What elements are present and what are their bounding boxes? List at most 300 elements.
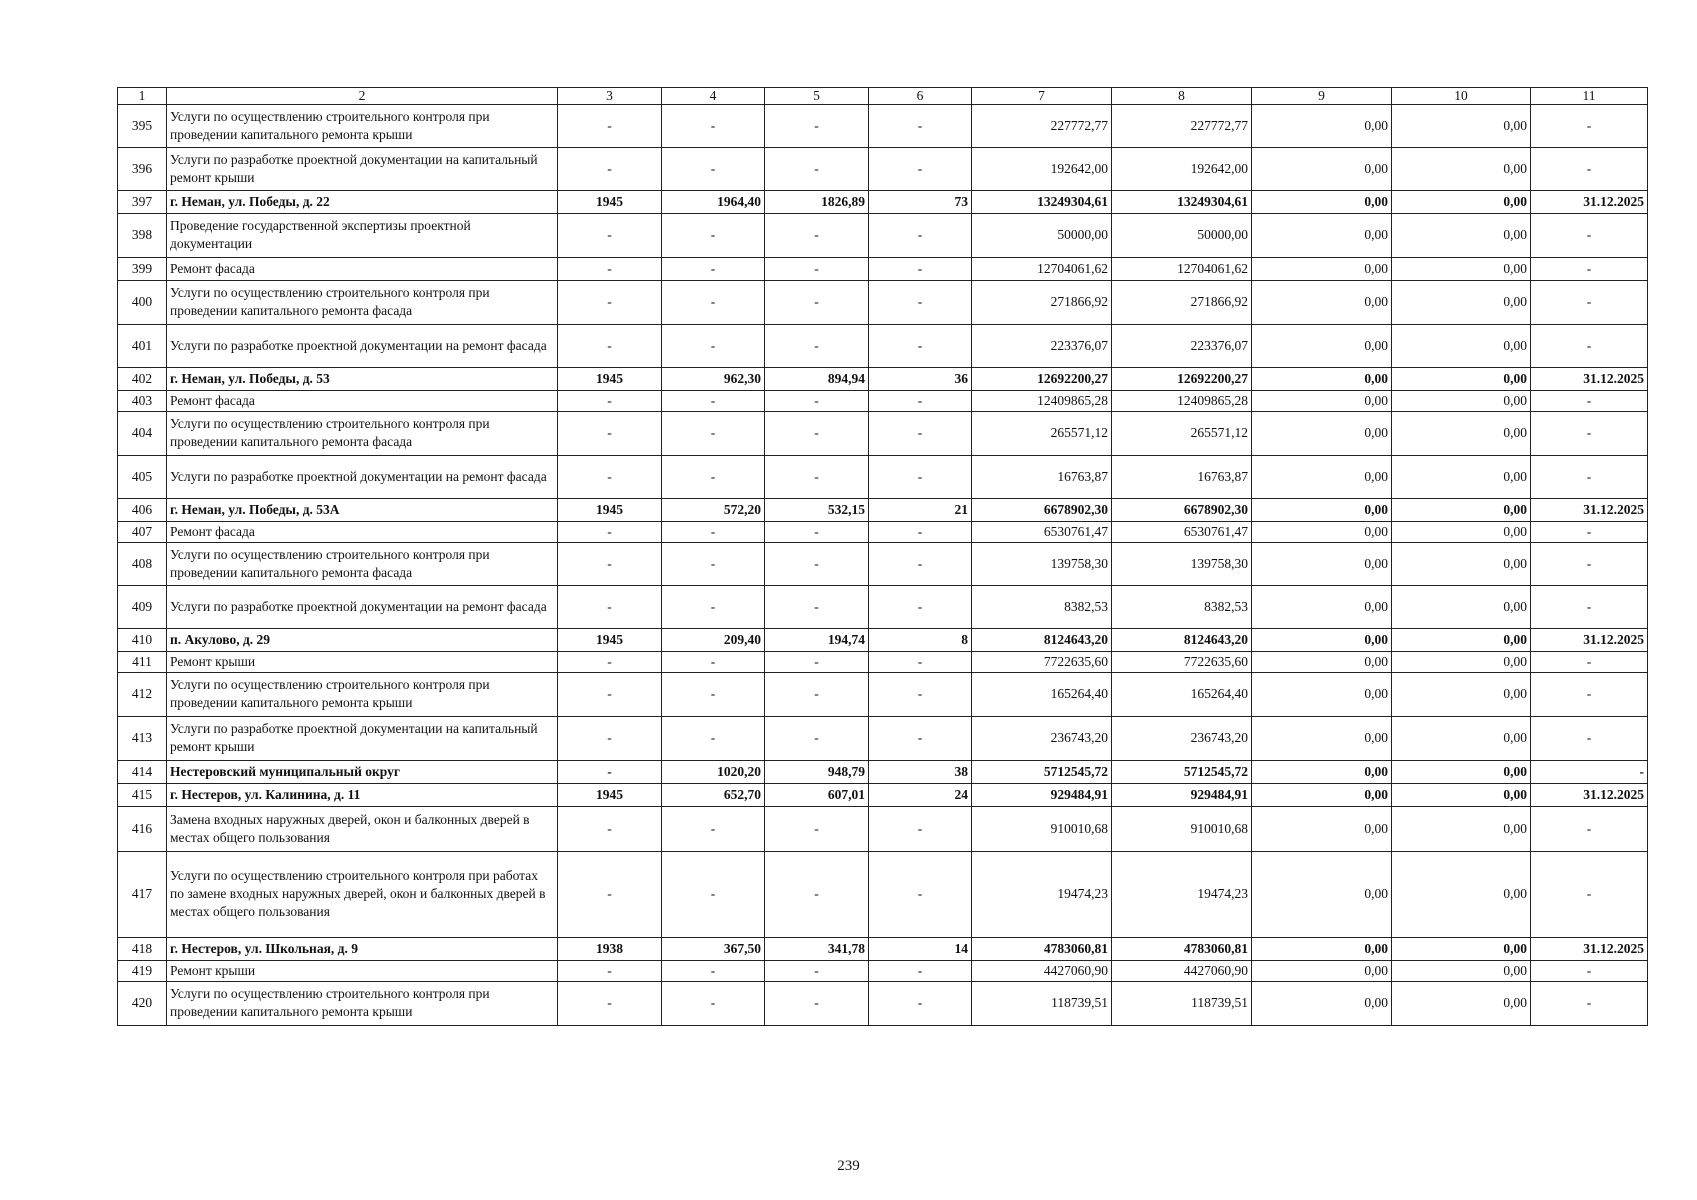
cell-area-total: - xyxy=(662,147,765,190)
cell-cost-budget: 0,00 xyxy=(1252,783,1392,806)
cell-cost-total: 165264,40 xyxy=(972,672,1112,716)
cell-residents: 73 xyxy=(869,190,972,213)
cell-residents: - xyxy=(869,455,972,498)
cell-cost-fund: 8382,53 xyxy=(1112,585,1252,628)
cell-row-number: 412 xyxy=(118,672,167,716)
header-cell-1: 1 xyxy=(118,88,167,105)
table-row-work xyxy=(118,981,1648,1025)
cell-area-living: - xyxy=(765,521,869,542)
cell-row-number: 395 xyxy=(118,104,167,147)
header-cell-6: 6 xyxy=(869,88,972,105)
cell-cost-other: 0,00 xyxy=(1392,280,1531,324)
cell-area-living: 532,15 xyxy=(765,498,869,521)
cell-cost-other: 0,00 xyxy=(1392,672,1531,716)
cell-area-total: - xyxy=(662,280,765,324)
cell-cost-total: 223376,07 xyxy=(972,324,1112,367)
cell-year: - xyxy=(558,585,662,628)
table-row-work xyxy=(118,213,1648,257)
cell-cost-budget: 0,00 xyxy=(1252,104,1392,147)
cell-cost-other: 0,00 xyxy=(1392,147,1531,190)
cell-row-number: 399 xyxy=(118,257,167,280)
cell-cost-total: 192642,00 xyxy=(972,147,1112,190)
table-row-object xyxy=(118,367,1648,390)
cell-name: Услуги по осуществлению строительного контроля при проведении капитального ремонта крыши xyxy=(167,981,558,1025)
page-number: 239 xyxy=(837,1158,860,1174)
cell-cost-budget: 0,00 xyxy=(1252,411,1392,455)
cell-cost-fund: 12704061,62 xyxy=(1112,257,1252,280)
cell-cost-budget: 0,00 xyxy=(1252,455,1392,498)
cell-area-living: - xyxy=(765,542,869,585)
table-row-object xyxy=(118,628,1648,651)
cell-name: Услуги по разработке проектной документации на ремонт фасада xyxy=(167,455,558,498)
cell-cost-total: 19474,23 xyxy=(972,851,1112,937)
cell-completion-date: - xyxy=(1531,147,1648,190)
cell-row-number: 404 xyxy=(118,411,167,455)
cell-area-total: 209,40 xyxy=(662,628,765,651)
cell-name: Ремонт фасада xyxy=(167,521,558,542)
cell-name: Услуги по разработке проектной документации на капитальный ремонт крыши xyxy=(167,716,558,760)
cell-area-total: - xyxy=(662,104,765,147)
cell-name: г. Неман, ул. Победы, д. 22 xyxy=(167,190,558,213)
cell-residents: - xyxy=(869,324,972,367)
cell-row-number: 410 xyxy=(118,628,167,651)
cell-completion-date: - xyxy=(1531,455,1648,498)
cell-area-living: 341,78 xyxy=(765,937,869,960)
cell-completion-date: - xyxy=(1531,651,1648,672)
cell-area-living: - xyxy=(765,455,869,498)
cell-year: - xyxy=(558,280,662,324)
cell-completion-date: - xyxy=(1531,672,1648,716)
cell-cost-budget: 0,00 xyxy=(1252,147,1392,190)
cell-cost-other: 0,00 xyxy=(1392,213,1531,257)
cell-row-number: 407 xyxy=(118,521,167,542)
cell-completion-date: 31.12.2025 xyxy=(1531,498,1648,521)
cell-completion-date: - xyxy=(1531,760,1648,783)
cell-row-number: 408 xyxy=(118,542,167,585)
cell-area-living: - xyxy=(765,585,869,628)
cell-area-living: - xyxy=(765,806,869,851)
cell-row-number: 409 xyxy=(118,585,167,628)
cell-cost-total: 4783060,81 xyxy=(972,937,1112,960)
cell-row-number: 417 xyxy=(118,851,167,937)
cell-row-number: 396 xyxy=(118,147,167,190)
cell-cost-total: 929484,91 xyxy=(972,783,1112,806)
cell-area-total: - xyxy=(662,806,765,851)
cell-residents: - xyxy=(869,960,972,981)
cell-year: 1945 xyxy=(558,498,662,521)
cell-area-living: - xyxy=(765,257,869,280)
repair-program-table xyxy=(117,87,1648,1026)
cell-cost-total: 12704061,62 xyxy=(972,257,1112,280)
cell-cost-fund: 6678902,30 xyxy=(1112,498,1252,521)
cell-area-living: - xyxy=(765,104,869,147)
cell-cost-total: 6530761,47 xyxy=(972,521,1112,542)
cell-cost-other: 0,00 xyxy=(1392,783,1531,806)
cell-name: Услуги по осуществлению строительного контроля при работах по замене входных наружных дверей, окон и балконных дверей в местах общего пользования xyxy=(167,851,558,937)
header-cell-11: 11 xyxy=(1531,88,1648,105)
cell-completion-date: 31.12.2025 xyxy=(1531,937,1648,960)
cell-year: - xyxy=(558,147,662,190)
cell-residents: - xyxy=(869,147,972,190)
header-cell-7: 7 xyxy=(972,88,1112,105)
cell-area-total: 367,50 xyxy=(662,937,765,960)
cell-row-number: 419 xyxy=(118,960,167,981)
cell-cost-other: 0,00 xyxy=(1392,628,1531,651)
cell-year: 1938 xyxy=(558,937,662,960)
cell-completion-date: - xyxy=(1531,981,1648,1025)
cell-cost-budget: 0,00 xyxy=(1252,760,1392,783)
cell-row-number: 416 xyxy=(118,806,167,851)
cell-cost-other: 0,00 xyxy=(1392,716,1531,760)
cell-area-living: - xyxy=(765,411,869,455)
cell-cost-total: 12409865,28 xyxy=(972,390,1112,411)
cell-cost-other: 0,00 xyxy=(1392,960,1531,981)
cell-cost-fund: 227772,77 xyxy=(1112,104,1252,147)
cell-completion-date: - xyxy=(1531,257,1648,280)
cell-row-number: 403 xyxy=(118,390,167,411)
cell-area-living: - xyxy=(765,147,869,190)
cell-cost-budget: 0,00 xyxy=(1252,981,1392,1025)
cell-year: 1945 xyxy=(558,190,662,213)
cell-name: Замена входных наружных дверей, окон и балконных дверей в местах общего пользования xyxy=(167,806,558,851)
table-row-work xyxy=(118,716,1648,760)
cell-cost-fund: 910010,68 xyxy=(1112,806,1252,851)
cell-name: г. Нестеров, ул. Школьная, д. 9 xyxy=(167,937,558,960)
cell-cost-other: 0,00 xyxy=(1392,390,1531,411)
table-row-work xyxy=(118,542,1648,585)
table-row-work xyxy=(118,147,1648,190)
cell-year: - xyxy=(558,716,662,760)
cell-cost-budget: 0,00 xyxy=(1252,367,1392,390)
cell-cost-other: 0,00 xyxy=(1392,651,1531,672)
cell-year: 1945 xyxy=(558,628,662,651)
cell-residents: - xyxy=(869,651,972,672)
cell-name: г. Нестеров, ул. Калинина, д. 11 xyxy=(167,783,558,806)
cell-cost-fund: 12409865,28 xyxy=(1112,390,1252,411)
cell-year: - xyxy=(558,760,662,783)
cell-area-total: - xyxy=(662,521,765,542)
cell-completion-date: - xyxy=(1531,542,1648,585)
cell-cost-budget: 0,00 xyxy=(1252,806,1392,851)
cell-row-number: 411 xyxy=(118,651,167,672)
cell-cost-fund: 4427060,90 xyxy=(1112,960,1252,981)
cell-row-number: 400 xyxy=(118,280,167,324)
cell-year: - xyxy=(558,390,662,411)
cell-area-total: - xyxy=(662,411,765,455)
cell-completion-date: - xyxy=(1531,411,1648,455)
cell-area-living: - xyxy=(765,280,869,324)
cell-name: Услуги по разработке проектной документации на капитальный ремонт крыши xyxy=(167,147,558,190)
cell-area-living: - xyxy=(765,716,869,760)
cell-completion-date: - xyxy=(1531,280,1648,324)
cell-area-total: - xyxy=(662,716,765,760)
cell-residents: - xyxy=(869,411,972,455)
cell-cost-fund: 265571,12 xyxy=(1112,411,1252,455)
cell-year: - xyxy=(558,651,662,672)
cell-residents: 38 xyxy=(869,760,972,783)
cell-area-living: - xyxy=(765,851,869,937)
cell-area-living: 948,79 xyxy=(765,760,869,783)
cell-cost-total: 8382,53 xyxy=(972,585,1112,628)
cell-area-total: 1964,40 xyxy=(662,190,765,213)
cell-residents: - xyxy=(869,716,972,760)
cell-cost-fund: 13249304,61 xyxy=(1112,190,1252,213)
cell-cost-budget: 0,00 xyxy=(1252,498,1392,521)
cell-name: п. Акулово, д. 29 xyxy=(167,628,558,651)
cell-row-number: 414 xyxy=(118,760,167,783)
header-cell-10: 10 xyxy=(1392,88,1531,105)
cell-cost-total: 8124643,20 xyxy=(972,628,1112,651)
cell-area-living: - xyxy=(765,390,869,411)
cell-cost-total: 265571,12 xyxy=(972,411,1112,455)
cell-completion-date: - xyxy=(1531,521,1648,542)
cell-residents: - xyxy=(869,851,972,937)
table-row-work xyxy=(118,672,1648,716)
cell-residents: - xyxy=(869,585,972,628)
cell-year: - xyxy=(558,257,662,280)
cell-area-living: - xyxy=(765,981,869,1025)
cell-cost-budget: 0,00 xyxy=(1252,190,1392,213)
cell-row-number: 405 xyxy=(118,455,167,498)
cell-cost-fund: 929484,91 xyxy=(1112,783,1252,806)
cell-residents: - xyxy=(869,672,972,716)
cell-area-living: 194,74 xyxy=(765,628,869,651)
header-cell-9: 9 xyxy=(1252,88,1392,105)
cell-residents: 36 xyxy=(869,367,972,390)
cell-completion-date: 31.12.2025 xyxy=(1531,190,1648,213)
cell-cost-fund: 19474,23 xyxy=(1112,851,1252,937)
cell-area-total: - xyxy=(662,390,765,411)
cell-completion-date: 31.12.2025 xyxy=(1531,628,1648,651)
cell-cost-other: 0,00 xyxy=(1392,455,1531,498)
cell-cost-other: 0,00 xyxy=(1392,190,1531,213)
cell-year: - xyxy=(558,521,662,542)
cell-cost-other: 0,00 xyxy=(1392,851,1531,937)
cell-row-number: 420 xyxy=(118,981,167,1025)
cell-residents: 14 xyxy=(869,937,972,960)
table-row-work xyxy=(118,851,1648,937)
cell-area-living: - xyxy=(765,651,869,672)
cell-cost-budget: 0,00 xyxy=(1252,851,1392,937)
cell-area-total: - xyxy=(662,257,765,280)
table-row-work xyxy=(118,521,1648,542)
cell-row-number: 406 xyxy=(118,498,167,521)
cell-name: Ремонт крыши xyxy=(167,960,558,981)
cell-cost-fund: 50000,00 xyxy=(1112,213,1252,257)
cell-cost-other: 0,00 xyxy=(1392,324,1531,367)
cell-cost-total: 12692200,27 xyxy=(972,367,1112,390)
header-cell-8: 8 xyxy=(1112,88,1252,105)
header-cell-4: 4 xyxy=(662,88,765,105)
cell-area-total: 1020,20 xyxy=(662,760,765,783)
cell-cost-other: 0,00 xyxy=(1392,981,1531,1025)
cell-cost-other: 0,00 xyxy=(1392,585,1531,628)
cell-year: 1945 xyxy=(558,783,662,806)
cell-name: Услуги по осуществлению строительного контроля при проведении капитального ремонта фасада xyxy=(167,542,558,585)
cell-residents: - xyxy=(869,806,972,851)
cell-completion-date: - xyxy=(1531,213,1648,257)
cell-cost-total: 236743,20 xyxy=(972,716,1112,760)
cell-name: Ремонт крыши xyxy=(167,651,558,672)
cell-cost-total: 6678902,30 xyxy=(972,498,1112,521)
cell-cost-fund: 4783060,81 xyxy=(1112,937,1252,960)
cell-area-total: - xyxy=(662,455,765,498)
cell-cost-other: 0,00 xyxy=(1392,806,1531,851)
cell-residents: - xyxy=(869,257,972,280)
cell-year: - xyxy=(558,981,662,1025)
cell-completion-date: - xyxy=(1531,585,1648,628)
cell-cost-fund: 6530761,47 xyxy=(1112,521,1252,542)
cell-residents: 21 xyxy=(869,498,972,521)
cell-area-living: - xyxy=(765,672,869,716)
cell-year: - xyxy=(558,324,662,367)
cell-name: Услуги по разработке проектной документации на ремонт фасада xyxy=(167,585,558,628)
cell-cost-total: 16763,87 xyxy=(972,455,1112,498)
cell-completion-date: - xyxy=(1531,806,1648,851)
table-row-object xyxy=(118,937,1648,960)
table-row-work xyxy=(118,651,1648,672)
cell-cost-budget: 0,00 xyxy=(1252,213,1392,257)
cell-cost-other: 0,00 xyxy=(1392,937,1531,960)
table-row-object xyxy=(118,760,1648,783)
cell-year: - xyxy=(558,455,662,498)
cell-area-living: 1826,89 xyxy=(765,190,869,213)
cell-cost-total: 7722635,60 xyxy=(972,651,1112,672)
cell-area-living: 894,94 xyxy=(765,367,869,390)
cell-name: г. Неман, ул. Победы, д. 53А xyxy=(167,498,558,521)
cell-cost-budget: 0,00 xyxy=(1252,280,1392,324)
cell-area-total: - xyxy=(662,585,765,628)
table-row-work xyxy=(118,257,1648,280)
cell-area-total: 962,30 xyxy=(662,367,765,390)
cell-residents: - xyxy=(869,390,972,411)
cell-year: - xyxy=(558,851,662,937)
cell-cost-total: 118739,51 xyxy=(972,981,1112,1025)
cell-year: - xyxy=(558,213,662,257)
cell-name: Услуги по разработке проектной документации на ремонт фасада xyxy=(167,324,558,367)
cell-cost-total: 271866,92 xyxy=(972,280,1112,324)
cell-cost-total: 139758,30 xyxy=(972,542,1112,585)
table-row-object xyxy=(118,783,1648,806)
cell-area-total: - xyxy=(662,213,765,257)
cell-name: Нестеровский муниципальный округ xyxy=(167,760,558,783)
cell-area-living: 607,01 xyxy=(765,783,869,806)
cell-area-living: - xyxy=(765,324,869,367)
cell-name: Услуги по осуществлению строительного контроля при проведении капитального ремонта фасада xyxy=(167,411,558,455)
cell-cost-budget: 0,00 xyxy=(1252,651,1392,672)
cell-area-total: - xyxy=(662,960,765,981)
cell-completion-date: 31.12.2025 xyxy=(1531,783,1648,806)
cell-area-total: 572,20 xyxy=(662,498,765,521)
table-row-work xyxy=(118,104,1648,147)
cell-cost-budget: 0,00 xyxy=(1252,542,1392,585)
table-row-work xyxy=(118,806,1648,851)
cell-area-total: - xyxy=(662,542,765,585)
cell-cost-budget: 0,00 xyxy=(1252,257,1392,280)
cell-cost-total: 227772,77 xyxy=(972,104,1112,147)
cell-cost-budget: 0,00 xyxy=(1252,390,1392,411)
cell-cost-budget: 0,00 xyxy=(1252,960,1392,981)
header-cell-2: 2 xyxy=(167,88,558,105)
cell-cost-other: 0,00 xyxy=(1392,367,1531,390)
cell-cost-other: 0,00 xyxy=(1392,542,1531,585)
cell-cost-fund: 271866,92 xyxy=(1112,280,1252,324)
cell-cost-other: 0,00 xyxy=(1392,257,1531,280)
table-row-object xyxy=(118,498,1648,521)
cell-year: - xyxy=(558,104,662,147)
cell-completion-date: - xyxy=(1531,104,1648,147)
cell-cost-budget: 0,00 xyxy=(1252,521,1392,542)
cell-name: Ремонт фасада xyxy=(167,390,558,411)
cell-name: Услуги по осуществлению строительного контроля при проведении капитального ремонта крыши xyxy=(167,672,558,716)
cell-row-number: 413 xyxy=(118,716,167,760)
cell-cost-budget: 0,00 xyxy=(1252,324,1392,367)
cell-area-total: - xyxy=(662,851,765,937)
cell-cost-other: 0,00 xyxy=(1392,760,1531,783)
cell-cost-budget: 0,00 xyxy=(1252,585,1392,628)
cell-residents: 24 xyxy=(869,783,972,806)
cell-residents: - xyxy=(869,542,972,585)
cell-cost-total: 910010,68 xyxy=(972,806,1112,851)
table-row-work xyxy=(118,585,1648,628)
cell-residents: - xyxy=(869,104,972,147)
cell-cost-other: 0,00 xyxy=(1392,104,1531,147)
table-row-work xyxy=(118,390,1648,411)
table-row-work xyxy=(118,280,1648,324)
cell-area-living: - xyxy=(765,960,869,981)
cell-name: Ремонт фасада xyxy=(167,257,558,280)
cell-area-living: - xyxy=(765,213,869,257)
header-row xyxy=(118,88,1648,105)
cell-cost-fund: 192642,00 xyxy=(1112,147,1252,190)
cell-area-total: - xyxy=(662,324,765,367)
cell-year: - xyxy=(558,806,662,851)
cell-row-number: 401 xyxy=(118,324,167,367)
table-body xyxy=(118,88,1648,1026)
cell-cost-fund: 118739,51 xyxy=(1112,981,1252,1025)
table-row-object xyxy=(118,190,1648,213)
cell-year: - xyxy=(558,542,662,585)
cell-year: - xyxy=(558,960,662,981)
cell-row-number: 402 xyxy=(118,367,167,390)
cell-cost-fund: 223376,07 xyxy=(1112,324,1252,367)
cell-year: - xyxy=(558,672,662,716)
header-cell-5: 5 xyxy=(765,88,869,105)
cell-residents: - xyxy=(869,213,972,257)
cell-cost-fund: 139758,30 xyxy=(1112,542,1252,585)
cell-name: Услуги по осуществлению строительного контроля при проведении капитального ремонта фасада xyxy=(167,280,558,324)
cell-cost-fund: 16763,87 xyxy=(1112,455,1252,498)
cell-residents: - xyxy=(869,981,972,1025)
cell-row-number: 398 xyxy=(118,213,167,257)
cell-cost-fund: 8124643,20 xyxy=(1112,628,1252,651)
cell-cost-fund: 12692200,27 xyxy=(1112,367,1252,390)
cell-cost-other: 0,00 xyxy=(1392,521,1531,542)
cell-cost-fund: 236743,20 xyxy=(1112,716,1252,760)
cell-name: г. Неман, ул. Победы, д. 53 xyxy=(167,367,558,390)
cell-completion-date: - xyxy=(1531,716,1648,760)
cell-cost-total: 5712545,72 xyxy=(972,760,1112,783)
cell-completion-date: - xyxy=(1531,390,1648,411)
cell-cost-total: 50000,00 xyxy=(972,213,1112,257)
cell-row-number: 415 xyxy=(118,783,167,806)
cell-completion-date: - xyxy=(1531,960,1648,981)
cell-cost-budget: 0,00 xyxy=(1252,672,1392,716)
cell-residents: - xyxy=(869,521,972,542)
cell-area-total: - xyxy=(662,651,765,672)
cell-cost-total: 4427060,90 xyxy=(972,960,1112,981)
cell-cost-other: 0,00 xyxy=(1392,411,1531,455)
